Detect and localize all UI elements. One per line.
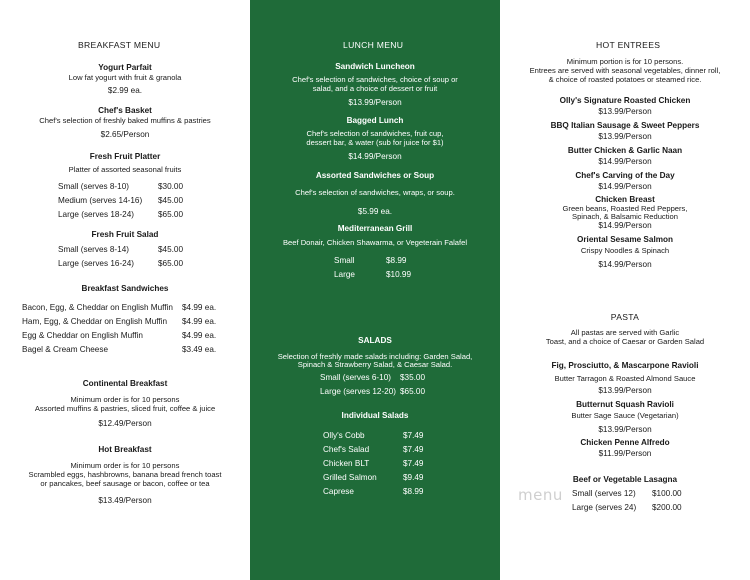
continental-title: Continental Breakfast	[82, 379, 168, 388]
bagged-title: Bagged Lunch	[346, 116, 404, 125]
chefs-basket-price: $2.65/Person	[100, 130, 150, 139]
entree-price: $14.99/Person	[598, 157, 652, 166]
grill-title: Mediterranean Grill	[337, 224, 413, 233]
hot-breakfast-desc-2: Scrambled eggs, hashbrowns, banana bread french toast	[28, 470, 222, 479]
breakfast-heading: BREAKFAST MENU	[78, 40, 161, 50]
lasagna-title: Beef or Vegetable Lasagna	[572, 475, 678, 484]
assorted-price: $5.99 ea.	[357, 207, 393, 216]
fig-ravioli-title: Fig, Prosciutto, & Mascarpone Ravioli	[551, 361, 699, 370]
salmon-title: Oriental Sesame Salmon	[576, 235, 673, 244]
hot-breakfast-price: $13.49/Person	[98, 496, 152, 505]
salmon-desc: Crispy Noodles & Spinach	[580, 246, 670, 255]
hot-breakfast-title: Hot Breakfast	[98, 445, 152, 454]
bagged-price: $14.99/Person	[348, 152, 402, 161]
lunch-column: LUNCH MENU Sandwich Luncheon Chef's selection of sandwiches, choice of soup or salad, and a choice of dessert or fruit $13.99/Person Bagged Lunch Chef's selection of sandwiches, fruit cup, dessert bar, & water (sub for juice for $1) $14.99/Person Assorted Sandwiches or Soup Chef's selection of sandwiches, wraps, or soup. $5.99 ea. Mediterranean Grill Beef Donair, Chicken Shawarma, or Vegeterain Falafel Small $8.99 Large $10.99 SALADS Selection of freshly made salads including: Garden Salad, Spinach & Strawberry Salad, & Caesar Salad. Small (serves 6-10) $35.00 Large (serves 12-20) $65.00 Individual Salads Olly's Cobb $7.49 Chef's Salad $7.49 Chicken BLT $7.49 Grilled Salmon $9.49 Caprese $8.99	[250, 0, 500, 580]
lunch-heading: LUNCH MENU	[343, 40, 404, 50]
salads-desc-2: Spinach & Strawberry Salad, & Caesar Salad.	[297, 360, 453, 369]
salmon-price: $14.99/Person	[598, 260, 652, 269]
assorted-desc: Chef's selection of sandwiches, wraps, or soup.	[295, 188, 455, 197]
penne-title: Chicken Penne Alfredo	[580, 438, 670, 447]
fig-ravioli-price: $13.99/Person	[598, 386, 652, 395]
pasta-heading: PASTA	[610, 312, 640, 322]
chicken-breast-price: $14.99/Person	[598, 221, 652, 230]
entree-price: $13.99/Person	[598, 107, 652, 116]
hot-entrees-desc-1: Minimum portion is for 10 persons.	[566, 57, 684, 66]
luncheon-desc-2: salad, and a choice of dessert or fruit	[312, 84, 438, 93]
fig-ravioli-desc: Butter Tarragon & Roasted Almond Sauce	[554, 374, 696, 383]
chefs-basket-desc: Chef's selection of freshly baked muffins & pastries	[39, 116, 211, 125]
entree-title: Butter Chicken & Garlic Naan	[567, 146, 683, 155]
grill-desc: Beef Donair, Chicken Shawarma, or Vegeterain Falafel	[282, 238, 468, 247]
continental-desc-2: Assorted muffins & pastries, sliced fruit, coffee & juice	[34, 404, 216, 413]
yogurt-desc: Low fat yogurt with fruit & granola	[68, 73, 182, 82]
hot-entrees-desc-2: Entrees are served with seasonal vegetables, dinner roll,	[529, 66, 721, 75]
pasta-desc-1: All pastas are served with Garlic	[570, 328, 680, 337]
fruit-platter-title: Fresh Fruit Platter	[89, 152, 161, 161]
hot-entrees-desc-3: & choice of roasted potatoes or steamed rice.	[548, 75, 702, 84]
luncheon-price: $13.99/Person	[348, 98, 402, 107]
fruit-platter-desc: Platter of assorted seasonal fruits	[68, 165, 182, 174]
salads-heading: SALADS	[358, 336, 392, 345]
fruit-salad-title: Fresh Fruit Salad	[91, 230, 159, 239]
breakfast-sandwiches-title: Breakfast Sandwiches	[81, 284, 169, 293]
continental-desc-1: Minimum order is for 10 persons	[70, 395, 180, 404]
entree-price: $14.99/Person	[598, 182, 652, 191]
assorted-title: Assorted Sandwiches or Soup	[315, 171, 435, 180]
entree-title: Olly's Signature Roasted Chicken	[559, 96, 691, 105]
salads-desc-1: Selection of freshly made salads including: Garden Salad,	[277, 352, 473, 361]
squash-ravioli-title: Butternut Squash Ravioli	[576, 400, 674, 409]
chicken-breast-desc-1: Green beans, Roasted Red Peppers,	[562, 204, 688, 213]
breakfast-column: BREAKFAST MENU Yogurt Parfait Low fat yogurt with fruit & granola $2.99 ea. Chef's Basket Chef's selection of freshly baked muffins & pastries $2.65/Person Fresh Fruit Platter Platter of assorted seasonal fruits Small (serves 8-10) $30.00 Medium (serves 14-16) $45.00 Large (serves 18-24) $65.00 Fresh Fruit Salad Small (serves 8-14) $45.00 Large (serves 16-24) $65.00 Breakfast Sandwiches Bacon, Egg, & Cheddar on English Muffin $4.99 ea. Ham, Egg, & Cheddar on English Muffin $4.99 ea. Egg & Cheddar on English Muffin $4.99 ea. Bagel & Cream Cheese $3.49 ea. Continental Breakfast Minimum order is for 10 persons Assorted muffins & pastries, sliced fruit, coffee & juice $12.49/Person Hot Breakfast Minimum order is for 10 persons Scrambled eggs, hashbrowns, banana bread french toast or pancakes, beef sausage or bacon, coffee or tea $13.49/Person	[0, 0, 250, 580]
squash-ravioli-price: $13.99/Person	[598, 425, 652, 434]
pasta-desc-2: Toast, and a choice of Caesar or Garden Salad	[545, 337, 705, 346]
entree-title: BBQ Italian Sausage & Sweet Peppers	[550, 121, 700, 130]
hot-entrees-heading: HOT ENTREES	[596, 40, 661, 50]
chicken-breast-desc-2: Spinach, & Balsamic Reduction	[572, 212, 678, 221]
luncheon-desc-1: Chef's selection of sandwiches, choice of soup or	[292, 75, 458, 84]
hot-breakfast-desc-1: Minimum order is for 10 persons	[70, 461, 180, 470]
luncheon-title: Sandwich Luncheon	[335, 62, 415, 71]
continental-price: $12.49/Person	[98, 419, 152, 428]
bagged-desc-1: Chef's selection of sandwiches, fruit cup,	[306, 129, 444, 138]
individual-salads-title: Individual Salads	[341, 411, 409, 420]
entrees-column: HOT ENTREES Minimum portion is for 10 persons. Entrees are served with seasonal vegetables, dinner roll, & choice of roasted potatoes or steamed rice. Olly's Signature Roasted Chicken $13.99/Person BBQ Italian Sausage & Sweet Peppers $13.99/Person Butter Chicken & Garlic Naan $14.99/Person Chef's Carving of the Day $14.99/Person Chicken Breast Green beans, Roasted Red Peppers, Spinach, & Balsamic Reduction $14.99/Person Oriental Sesame Salmon Crispy Noodles & Spinach $14.99/Person PASTA All pastas are served with Garlic Toast, and a choice of Caesar or Garden Salad Fig, Prosciutto, & Mascarpone Ravioli Butter Tarragon & Roasted Almond Sauce $13.99/Person Butternut Squash Ravioli Butter Sage Sauce (Vegetarian) $13.99/Person Chicken Penne Alfredo $11.99/Person Beef or Vegetable Lasagna Small (serves 12) $100.00 Large (serves 24) $200.00	[500, 0, 750, 580]
chefs-basket-title: Chef's Basket	[98, 106, 152, 115]
hot-breakfast-desc-3: or pancakes, beef sausage or bacon, coffee or tea	[40, 479, 210, 488]
chicken-breast-title: Chicken Breast	[595, 195, 655, 204]
yogurt-price: $2.99 ea.	[107, 86, 143, 95]
squash-ravioli-desc: Butter Sage Sauce (Vegetarian)	[571, 411, 679, 420]
entree-price: $13.99/Person	[598, 132, 652, 141]
penne-price: $11.99/Person	[598, 449, 652, 458]
watermark: menu	[518, 486, 563, 504]
yogurt-title: Yogurt Parfait	[98, 63, 152, 72]
bagged-desc-2: dessert bar, & water (sub for juice for $1)	[306, 138, 444, 147]
entree-title: Chef's Carving of the Day	[575, 171, 675, 180]
